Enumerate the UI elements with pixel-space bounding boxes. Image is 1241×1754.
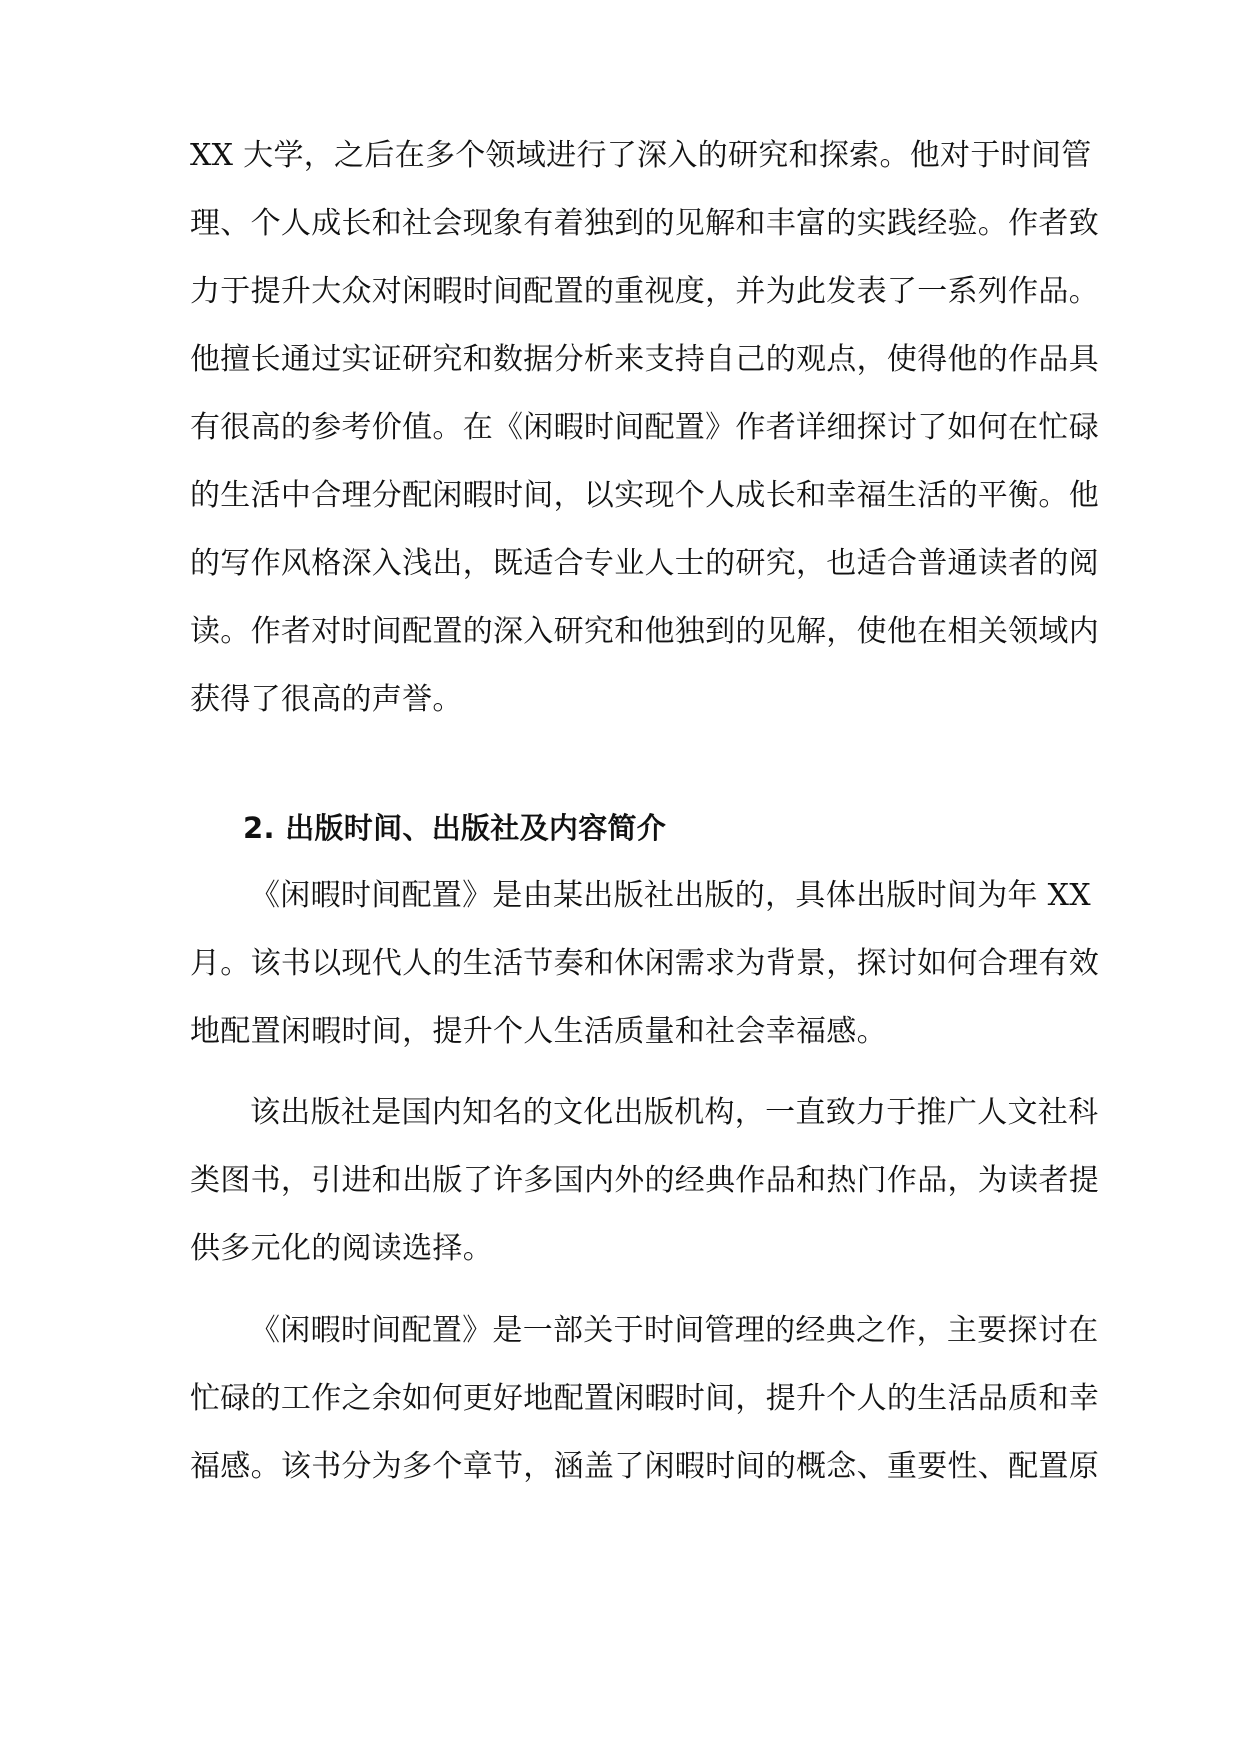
body-text-line: XX 大学，之后在多个领域进行了深入的研究和探索。他对于时间管: [190, 138, 1092, 173]
paragraph-1-line: 月。该书以现代人的生活节奏和休闲需求为背景，探讨如何合理有效: [190, 946, 1099, 981]
paragraph-3-line: 福感。该书分为多个章节，涵盖了闲暇时间的概念、重要性、配置原: [190, 1449, 1099, 1484]
body-text-line: 他擅长通过实证研究和数据分析来支持自己的观点，使得他的作品具: [190, 342, 1099, 377]
body-text-line: 的生活中合理分配闲暇时间，以实现个人成长和幸福生活的平衡。他: [190, 478, 1099, 513]
body-text-line: 获得了很高的声誉。: [190, 682, 463, 717]
body-text-line: 力于提升大众对闲暇时间配置的重视度，并为此发表了一系列作品。: [190, 274, 1099, 309]
paragraph-2-line: 该出版社是国内知名的文化出版机构，一直致力于推广人文社科: [250, 1095, 1099, 1130]
paragraph-2-line: 类图书，引进和出版了许多国内外的经典作品和热门作品，为读者提: [190, 1163, 1099, 1198]
body-text-line: 读。作者对时间配置的深入研究和他独到的见解，使他在相关领域内: [190, 614, 1099, 649]
paragraph-2-line: 供多元化的阅读选择。: [190, 1231, 493, 1266]
body-text-line: 理、个人成长和社会现象有着独到的见解和丰富的实践经验。作者致: [190, 206, 1099, 241]
section-heading: 2. 出版时间、出版社及内容简介: [243, 811, 667, 845]
paragraph-1-line: 《闲暇时间配置》是由某出版社出版的，具体出版时间为年 XX: [250, 878, 1091, 913]
body-text-line: 的写作风格深入浅出，既适合专业人士的研究，也适合普通读者的阅: [190, 546, 1099, 581]
paragraph-3-line: 《闲暇时间配置》是一部关于时间管理的经典之作，主要探讨在: [250, 1313, 1099, 1348]
paragraph-3-line: 忙碌的工作之余如何更好地配置闲暇时间，提升个人的生活品质和幸: [190, 1381, 1099, 1416]
paragraph-1-line: 地配置闲暇时间，提升个人生活质量和社会幸福感。: [190, 1014, 887, 1049]
body-text-line: 有很高的参考价值。在《闲暇时间配置》作者详细探讨了如何在忙碌: [190, 410, 1099, 445]
